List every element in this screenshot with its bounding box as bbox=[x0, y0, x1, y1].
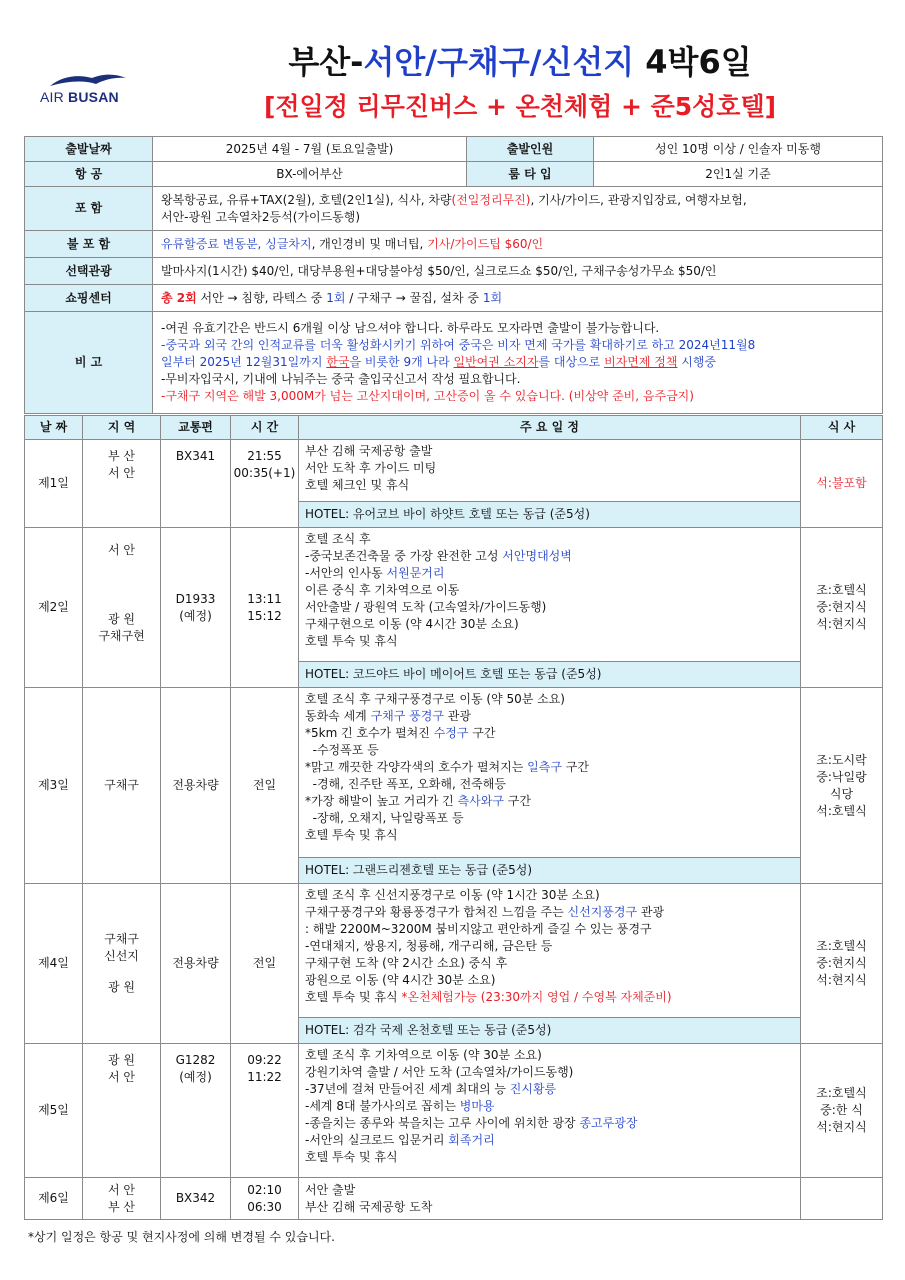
note-label: 비 고 bbox=[25, 312, 153, 414]
col-date: 날 짜 bbox=[25, 416, 83, 440]
day3-meal: 조:도시락 중:낙일랑 식당 석:호텔식 bbox=[801, 688, 883, 884]
air-busan-logo bbox=[40, 72, 140, 112]
day4-hotel: HOTEL: 검각 국제 온천호텔 또는 동급 (준5성) bbox=[299, 1018, 801, 1044]
day3-plan: 호텔 조식 후 구채구풍경구로 이동 (약 50분 소요) 동화속 세계 구채구 풍경구 관광 *5km 긴 호수가 펼쳐진 수정구 구간 -수정폭포 등 *맑고 깨끗한 각양각색의 호수가 펼쳐지는 일측구 구간 -경해, 진주탄 폭포, 오화해, 전죽해등 *가장 해발이 높고 거리가 긴 측사와구 구간 -장해, 오채지, 낙일랑폭포 등 호텔 투숙 및 휴식 bbox=[299, 688, 801, 858]
day1-time: 21:55 00:35(+1) bbox=[231, 440, 299, 528]
day2-label: 제2일 bbox=[25, 528, 83, 688]
col-meal: 식 사 bbox=[801, 416, 883, 440]
day5-plan: 호텔 조식 후 기차역으로 이동 (약 30분 소요) 강원기차역 출발 / 서안 도착 (고속열차/가이드동행) -37년에 걸쳐 만들어진 세계 최대의 능 진시황릉 -세계 8대 불가사의로 꼽히는 병마용 -종을치는 종루와 북을치는 고루 사이에 위치한 광장 종고루광장 -서안의 실크로드 입문거리 회족거리 호텔 투숙 및 휴식 bbox=[299, 1044, 801, 1178]
day2-plan: 호텔 조식 후 -중국보존건축물 중 가장 완전한 고성 서안명대성벽 -서안의 인사동 서원문거리 이른 중식 후 기차역으로 이동 서안출발 / 광원역 도착 (고속열차/가이드동행) 구채구현으로 이동 (약 4시간 30분 소요) 호텔 투숙 및 휴식 bbox=[299, 528, 801, 662]
day6-row bbox=[25, 1178, 883, 1220]
day2-meal: 조:호텔식 중:현지식 석:현지식 bbox=[801, 528, 883, 688]
depart-value: 2025년 4월 - 7월 (토요일출발) bbox=[153, 137, 467, 162]
day6-transport: BX342 bbox=[161, 1178, 231, 1220]
day3-hotel: HOTEL: 그랜드리젠호텔 또는 동급 (준5성) bbox=[299, 858, 801, 884]
day1-meal: 석:불포함 bbox=[801, 440, 883, 528]
people-label: 출발인원 bbox=[467, 137, 594, 162]
footer-note: *상기 일정은 항공 및 현지사정에 의해 변경될 수 있습니다. bbox=[28, 1230, 335, 1244]
day2-region: 서 안 광 원 구채구현 bbox=[83, 528, 161, 688]
day1-label: 제1일 bbox=[25, 440, 83, 528]
day2-transport: D1933 (예정) bbox=[161, 528, 231, 688]
include-value: 왕복항공료, 유류+TAX(2월), 호텔(2인1실), 식사, 차량(전일정리무진), 기사/가이드, 관광지입장료, 여행자보험, 서안-광원 고속열차2등석(가이드동행) bbox=[153, 187, 883, 231]
day4-time: 전일 bbox=[231, 884, 299, 1044]
day4-plan: 호텔 조식 후 신선지풍경구로 이동 (약 1시간 30분 소요) 구채구풍경구와 황룡풍경구가 합쳐진 느낌을 주는 신선지풍경구 관광 : 해발 2200M~3200M 붐비지않고 편안하게 즐길 수 있는 풍경구 -연대채지, 쌍용지, 청룡해, 개구리해, 금은탄 등 구채구현 도착 (약 2시간 소요) 중식 후 광원으로 이동 (약 4시간 30분 소요) 호텔 투숙 및 휴식 *온천체험가능 (23:30까지 영업 / 수영복 자체준비) bbox=[299, 884, 801, 1018]
day1-hotel: HOTEL: 유어코브 바이 하얏트 호텔 또는 동급 (준5성) bbox=[299, 502, 801, 528]
day2-row bbox=[25, 528, 883, 662]
day1-row bbox=[25, 440, 883, 502]
day5-meal: 조:호텔식 중:한 식 석:현지식 bbox=[801, 1044, 883, 1178]
day5-time: 09:22 11:22 bbox=[231, 1044, 299, 1178]
day5-row bbox=[25, 1044, 883, 1178]
header bbox=[0, 0, 905, 135]
col-time: 시 간 bbox=[231, 416, 299, 440]
option-label: 선택관광 bbox=[25, 258, 153, 285]
option-value: 발마사지(1시간) $40/인, 대당부용원+대당불야성 $50/인, 실크로드쇼 $50/인, 구채구송성가무쇼 $50/인 bbox=[153, 258, 883, 285]
info-row-include bbox=[25, 187, 883, 231]
depart-label: 출발날짜 bbox=[25, 137, 153, 162]
page-title: 부산-서안/구채구/신선지 4박6일 bbox=[288, 43, 752, 81]
day4-transport: 전용차량 bbox=[161, 884, 231, 1044]
logo-text: AIR BUSAN bbox=[40, 89, 119, 105]
info-row-exclude bbox=[25, 231, 883, 258]
page-subtitle: [전일정 리무진버스 + 온천체험 + 준5성호텔] bbox=[263, 92, 777, 121]
day2-hotel: HOTEL: 코드야드 바이 메이어트 호텔 또는 동급 (준5성) bbox=[299, 662, 801, 688]
day1-plan: 부산 김해 국제공항 출발 서안 도착 후 가이드 미팅 호텔 체크인 및 휴식 bbox=[299, 440, 801, 502]
people-value: 성인 10명 이상 / 인솔자 미동행 bbox=[594, 137, 883, 162]
day6-time: 02:10 06:30 bbox=[231, 1178, 299, 1220]
info-row-option bbox=[25, 258, 883, 285]
day1-transport: BX341 bbox=[161, 440, 231, 528]
exclude-value: 유류할증료 변동분, 싱글차지, 개인경비 및 매너팁, 기사/가이드팁 $60/인 bbox=[153, 231, 883, 258]
day4-label: 제4일 bbox=[25, 884, 83, 1044]
day6-label: 제6일 bbox=[25, 1178, 83, 1220]
day4-region: 구채구 신선지 광 원 bbox=[83, 884, 161, 1044]
day3-label: 제3일 bbox=[25, 688, 83, 884]
day6-plan: 서안 출발 부산 김해 국제공항 도착 bbox=[299, 1178, 801, 1220]
info-row-shopping bbox=[25, 285, 883, 312]
day4-meal: 조:호텔식 중:현지식 석:현지식 bbox=[801, 884, 883, 1044]
day6-meal bbox=[801, 1178, 883, 1220]
airline-label: 항 공 bbox=[25, 162, 153, 187]
include-label: 포 함 bbox=[25, 187, 153, 231]
day5-transport: G1282 (예정) bbox=[161, 1044, 231, 1178]
day6-region: 서 안 부 산 bbox=[83, 1178, 161, 1220]
col-region: 지 역 bbox=[83, 416, 161, 440]
bird-wing-icon bbox=[48, 72, 128, 90]
shop-value: 총 2회 서안 → 침향, 라텍스 중 1회 / 구채구 → 꿀집, 설차 중 1회 bbox=[153, 285, 883, 312]
info-row-airline bbox=[25, 162, 883, 187]
day3-time: 전일 bbox=[231, 688, 299, 884]
info-row-note bbox=[25, 312, 883, 414]
day5-region: 광 원 서 안 bbox=[83, 1044, 161, 1178]
note-value: -여권 유효기간은 반드시 6개월 이상 남으셔야 합니다. 하루라도 모자라면 출발이 불가능합니다. -중국과 외국 간의 인적교류를 더욱 활성화시키기 위하여 중국은 비자 면제 국가를 확대하기로 하고 2024년11월8 일부터 2025년 12월31일까지 한국을 비롯한 9개 나라 일반여권 소지자를 대상으로 비자면제 정책 시행중 -무비자입국시, 기내에 나눠주는 중국 출입국신고서 작성 필요합니다. -구채구 지역은 해발 3,000M가 넘는 고산지대이며, 고산증이 올 수 있습니다. (비상약 준비, 음주금지) bbox=[153, 312, 883, 414]
exclude-label: 불 포 함 bbox=[25, 231, 153, 258]
shop-label: 쇼핑센터 bbox=[25, 285, 153, 312]
room-label: 룸 타 입 bbox=[467, 162, 594, 187]
day5-label: 제5일 bbox=[25, 1044, 83, 1178]
day3-region: 구채구 bbox=[83, 688, 161, 884]
day4-row bbox=[25, 884, 883, 1018]
info-table bbox=[24, 136, 883, 414]
day2-time: 13:11 15:12 bbox=[231, 528, 299, 688]
schedule-header-row bbox=[25, 416, 883, 440]
col-transport: 교통편 bbox=[161, 416, 231, 440]
col-plan: 주 요 일 정 bbox=[299, 416, 801, 440]
day1-region: 부 산 서 안 bbox=[83, 440, 161, 528]
airline-value: BX-에어부산 bbox=[153, 162, 467, 187]
schedule-table bbox=[24, 415, 883, 1220]
info-row-depart bbox=[25, 137, 883, 162]
day3-transport: 전용차량 bbox=[161, 688, 231, 884]
day3-row bbox=[25, 688, 883, 858]
room-value: 2인1실 기준 bbox=[594, 162, 883, 187]
